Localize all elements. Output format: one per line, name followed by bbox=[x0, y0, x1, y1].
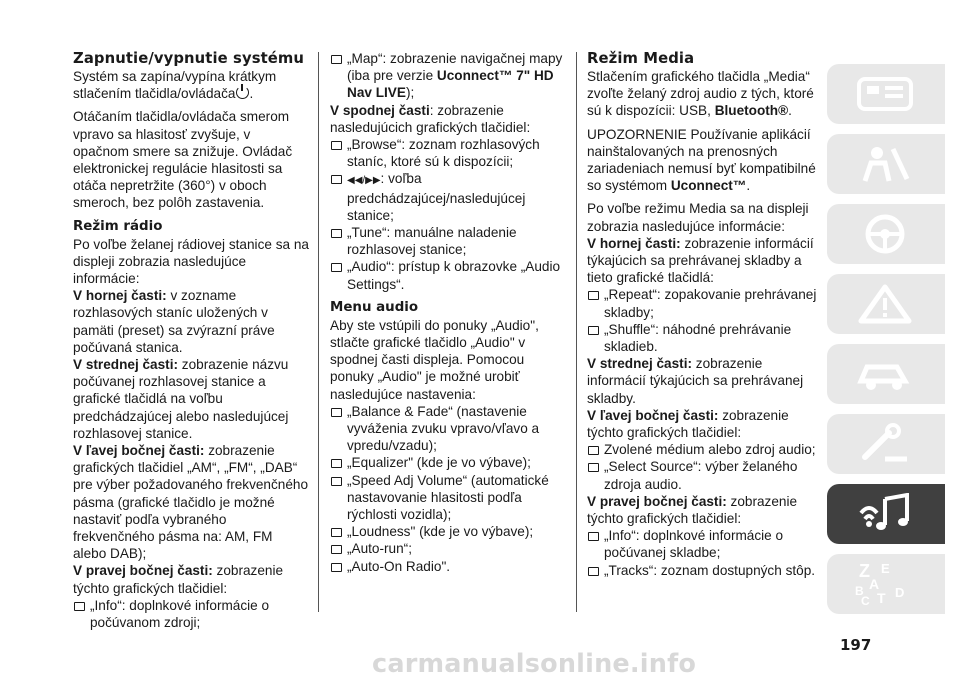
paragraph-radio-upper: V hornej časti: v zozname rozhlasových staníc uložených v pamäti (preset) sa zvýrazní práve počúvaná stanica. bbox=[73, 288, 275, 355]
paragraph-warning: UPOZORNENIE Používanie aplikácií nainštalovaných na prenosných zariadeniach nemusí byť kompatibilné so systémom Uconnect™. bbox=[587, 126, 816, 194]
paragraph-radio-lower: V spodnej časti: zobrazenie nasledujúcich grafických tlačidiel: bbox=[330, 102, 531, 135]
list-item-media-info: „Info“: doplnkové informácie o počúvanej skladbe; bbox=[587, 527, 823, 561]
list-item-info: „Info“: doplnkové informácie o počúvanom zdroji; bbox=[73, 597, 309, 631]
checkbox-bullet-icon bbox=[331, 229, 342, 238]
paragraph-media-middle: V strednej časti: zobrazenie informácií týkajúcich sa prehrávanej skladby. bbox=[587, 356, 804, 406]
seek-arrows-icon: ◀◀/▶▶ bbox=[347, 175, 381, 187]
tab-multimedia[interactable] bbox=[827, 484, 945, 544]
tab-emergency[interactable] bbox=[827, 344, 945, 404]
checkbox-bullet-icon bbox=[588, 326, 599, 335]
paragraph-media-upper: V hornej časti: zobrazenie informácií týkajúcich sa prehrávanej skladby a tieto grafické tlačidlá: bbox=[587, 235, 814, 286]
index-letter-z: Z bbox=[859, 561, 870, 581]
tab-safety[interactable] bbox=[827, 134, 945, 194]
heading-radio-mode: Režim rádio bbox=[73, 218, 163, 234]
watermark: carmanualsonline.info bbox=[372, 649, 697, 679]
paragraph-media-right: V pravej bočnej časti: zobrazenie týchto grafických tlačidiel: bbox=[587, 493, 798, 527]
list-item-source: Zvolené médium alebo zdroj audio; bbox=[587, 441, 823, 458]
list-item-repeat: „Repeat“: zopakovanie prehrávanej skladby; bbox=[587, 286, 823, 320]
checkbox-bullet-icon bbox=[331, 408, 342, 417]
paragraph-radio-intro: Po voľbe želanej rádiovej stanice sa na displeji zobrazia nasledujúce informácie: bbox=[73, 236, 309, 287]
heading-system-onoff: Zapnutie/vypnutie systému bbox=[73, 50, 305, 67]
checkbox-bullet-icon bbox=[331, 263, 342, 272]
steering-wheel-icon bbox=[855, 213, 915, 255]
checkbox-bullet-icon bbox=[331, 528, 342, 537]
index-letter-d: D bbox=[895, 585, 905, 600]
tab-warnings[interactable] bbox=[827, 274, 945, 334]
list-item-audio: „Audio“: prístup k obrazovke „Audio Settings“. bbox=[330, 258, 568, 292]
column-divider-1 bbox=[318, 52, 319, 612]
checkbox-bullet-icon bbox=[588, 463, 599, 472]
index-letter-a: A bbox=[869, 576, 880, 592]
heading-media-mode: Režim Media bbox=[587, 50, 695, 67]
wrench-car-icon bbox=[855, 423, 915, 465]
checkbox-bullet-icon bbox=[588, 567, 599, 576]
text-column-3 bbox=[587, 50, 823, 579]
power-icon bbox=[236, 86, 249, 99]
paragraph-radio-middle: V strednej časti: zobrazenie názvu počúvanej rozhlasovej stanice a grafické tlačidlá na voľbu predchádzajúcej alebo nasledujúcej rozhlasovej stanice. bbox=[73, 357, 289, 441]
list-item-tune: „Tune“: manuálne naladenie rozhlasovej stanice; bbox=[330, 224, 568, 258]
index-letter-e: E bbox=[881, 561, 890, 576]
checkbox-bullet-icon bbox=[331, 545, 342, 554]
paragraph-media-left: V ľavej bočnej časti: zobrazenie týchto grafických tlačidiel: bbox=[587, 407, 789, 441]
checkbox-bullet-icon bbox=[331, 175, 342, 184]
list-item-select-source: „Select Source“: výber želaného zdroja audio. bbox=[587, 458, 823, 492]
multimedia-note-icon bbox=[855, 493, 915, 535]
tab-dashboard[interactable] bbox=[827, 64, 945, 124]
car-dashboard-icon bbox=[855, 73, 915, 115]
index-letter-b: B bbox=[855, 584, 864, 598]
paragraph-audio-menu: Aby ste vstúpili do ponuky „Audio", stlačte grafické tlačidlo „Audio" v spodnej časti displeja. Pomocou ponuky „Audio" je možné urobiť nasledujúce nastavenia: bbox=[330, 317, 539, 402]
checkbox-bullet-icon bbox=[331, 477, 342, 486]
checkbox-bullet-icon bbox=[331, 141, 342, 150]
warning-triangle-icon bbox=[855, 283, 915, 325]
column-divider-2 bbox=[576, 52, 577, 612]
list-item-speed-volume: „Speed Adj Volume“ (automatické nastavovanie hlasitosti podľa rýchlosti vozidla); bbox=[330, 472, 568, 524]
checkbox-bullet-icon bbox=[331, 459, 342, 468]
list-item-browse: „Browse“: zoznam rozhlasových staníc, ktoré sú k dispozícii; bbox=[330, 136, 568, 170]
checkbox-bullet-icon bbox=[331, 55, 342, 64]
checkbox-bullet-icon bbox=[331, 563, 342, 572]
paragraph-volume: Otáčaním tlačidla/ovládača smerom vpravo sa hlasitosť zvyšuje, v opačnom smere sa znižuje. Ovládač elektronickej regulácie hlasitosti sa otáča nepretržite (360°) v oboch smeroch, bez polôh zastavenia. bbox=[73, 109, 293, 211]
paragraph-media-intro: Stlačením grafického tlačidla „Media“ zvoľte želaný zdroj audio z tých, ktoré sú k dispozícii: USB, Bluetooth®. bbox=[587, 69, 814, 119]
heading-audio-menu: Menu audio bbox=[330, 299, 419, 315]
alphabetic-index-icon bbox=[855, 561, 915, 607]
checkbox-bullet-icon bbox=[588, 446, 599, 455]
list-item-map: „Map“: zobrazenie navigačnej mapy (iba pre verzie Uconnect™ 7" HD Nav LIVE); bbox=[330, 50, 568, 102]
paragraph-media-display: Po voľbe režimu Media sa na displeji zobrazia nasledujúce informácie: bbox=[587, 201, 809, 234]
paragraph-radio-right: V pravej bočnej časti: zobrazenie týchto grafických tlačidiel: bbox=[73, 563, 284, 596]
person-airbag-icon bbox=[855, 143, 915, 185]
list-item-loudness: „Loudness" (kde je vo výbave); bbox=[330, 523, 568, 540]
list-item-seek: ◀◀/▶▶: voľba predchádzajúcej/nasledujúcej stanice; bbox=[330, 170, 568, 224]
list-item-tracks: „Tracks“: zoznam dostupných stôp. bbox=[587, 562, 823, 579]
car-breakdown-icon bbox=[855, 353, 915, 395]
list-item-equalizer: „Equalizer" (kde je vo výbave); bbox=[330, 454, 568, 471]
checkbox-bullet-icon bbox=[588, 291, 599, 300]
text-column-2 bbox=[330, 50, 568, 575]
list-item-auto-on-radio: „Auto-On Radio". bbox=[330, 558, 568, 575]
tab-maintenance[interactable] bbox=[827, 414, 945, 474]
checkbox-bullet-icon bbox=[74, 602, 85, 611]
list-item-auto-run: „Auto-run“; bbox=[330, 540, 568, 557]
index-letter-c: C bbox=[861, 594, 870, 607]
text-column-1 bbox=[73, 50, 309, 631]
list-item-shuffle: „Shuffle“: náhodné prehrávanie skladieb. bbox=[587, 321, 823, 355]
list-item-balance: „Balance & Fade“ (nastavenie vyváženia zvuku vpravo/vľavo a vpredu/vzadu); bbox=[330, 403, 568, 455]
page-number: 197 bbox=[840, 636, 872, 654]
paragraph-power: Systém sa zapína/vypína krátkym stlačením tlačidla/ovládača . bbox=[73, 69, 277, 102]
checkbox-bullet-icon bbox=[588, 532, 599, 541]
tab-driving[interactable] bbox=[827, 204, 945, 264]
paragraph-radio-left: V ľavej bočnej časti: zobrazenie grafických tlačidiel „AM“, „FM“, „DAB“ pre výber požadovaného frekvenčného pásma (grafické tlačidlo je možné nastaviť podľa vybraného frekvenčného pásma na: AM, FM alebo DAB); bbox=[73, 443, 309, 562]
tab-index[interactable] bbox=[827, 554, 945, 614]
index-letter-t: T bbox=[877, 590, 886, 606]
